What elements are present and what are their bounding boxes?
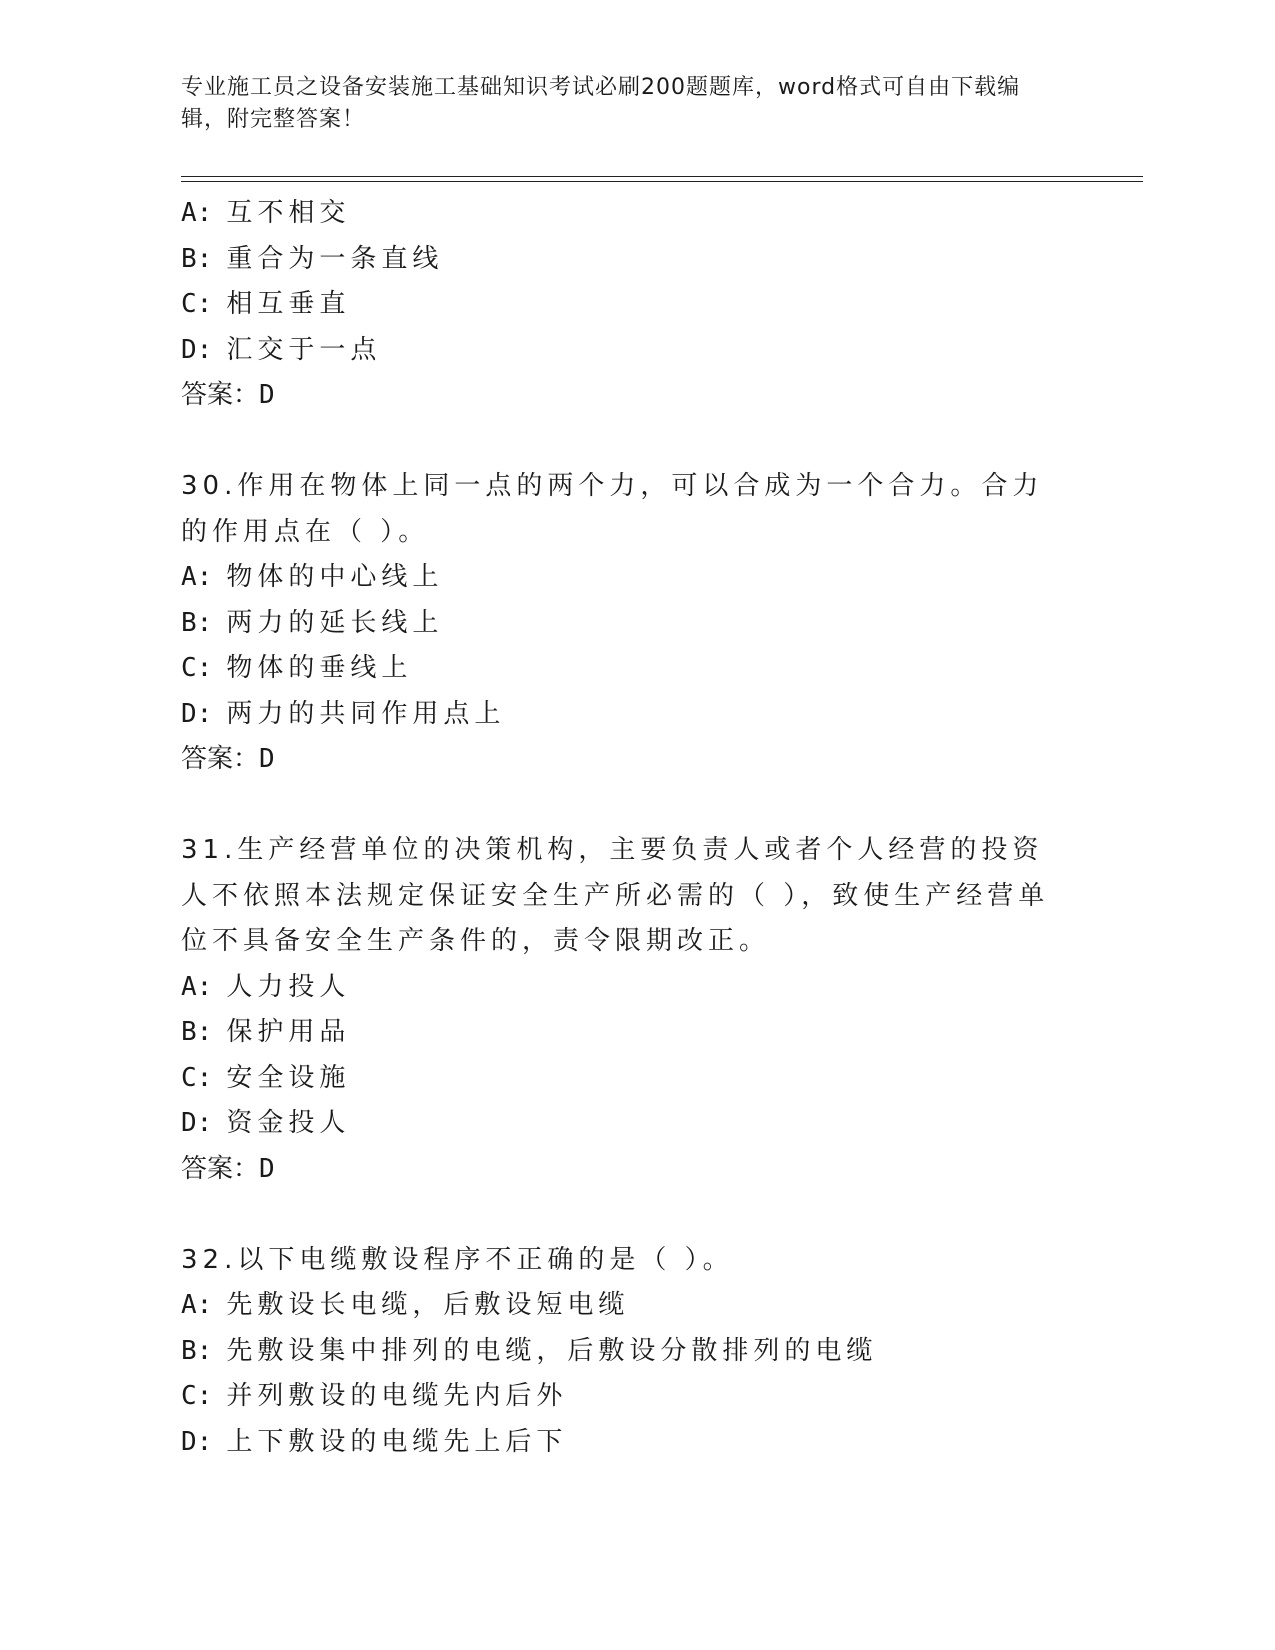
question-stem: 30.作用在物体上同一点的两个力，可以合成为一个合力。合力的作用点在（ ）。 (181, 471, 1044, 547)
option-text: 先敷设集中排列的电缆，后敷设分散排列的电缆 (226, 1335, 878, 1366)
option-b (181, 237, 1061, 283)
option-key: B: (181, 607, 213, 638)
option-a (181, 965, 1061, 1011)
option-key: A: (181, 971, 213, 1002)
answer-line (181, 737, 1061, 783)
spacer (181, 419, 1061, 465)
option-key: B: (181, 243, 213, 274)
option-text: 物体的中心线上 (226, 562, 444, 592)
option-d (181, 1420, 1061, 1466)
option-key: B: (181, 1335, 213, 1366)
header-rule-bottom (181, 181, 1143, 182)
option-text: 两力的延长线上 (226, 607, 444, 638)
option-text: 并列敷设的电缆先内后外 (226, 1381, 568, 1411)
option-a (181, 1283, 1061, 1329)
option-d (181, 692, 1061, 738)
option-b (181, 1329, 1061, 1375)
answer-label: 答案： (181, 1153, 260, 1184)
option-d (181, 328, 1061, 374)
question-stem: 32.以下电缆敷设程序不正确的是（ ）。 (181, 1244, 734, 1275)
option-key: C: (181, 1381, 213, 1411)
question-list (181, 191, 1061, 1465)
option-b (181, 1010, 1061, 1056)
answer-value: D (259, 744, 275, 774)
question-stem: 31.生产经营单位的决策机构，主要负责人或者个人经营的投资人不依照本法规定保证安全生产所必需的（ ），致使生产经营单位不具备安全生产条件的，责令限期改正。 (181, 835, 1050, 956)
option-text: 相互垂直 (226, 289, 351, 319)
option-key: A: (181, 562, 213, 592)
option-text: 汇交于一点 (226, 334, 382, 365)
option-text: 资金投人 (226, 1108, 351, 1138)
option-d (181, 1101, 1061, 1147)
question-block (181, 828, 1061, 1192)
answer-value: D (259, 380, 275, 410)
option-key: D: (181, 1108, 213, 1138)
option-key: B: (181, 1017, 213, 1047)
question-block (181, 191, 1061, 419)
answer-line (181, 1147, 1061, 1193)
option-text: 保护用品 (226, 1017, 351, 1047)
spacer (181, 783, 1061, 829)
option-a (181, 191, 1061, 237)
option-text: 先敷设长电缆，后敷设短电缆 (226, 1290, 630, 1320)
option-key: D: (181, 698, 213, 729)
option-key: C: (181, 289, 213, 319)
answer-label: 答案： (181, 744, 260, 774)
option-text: 安全设施 (226, 1062, 351, 1093)
page-header: 专业施工员之设备安装施工基础知识考试必刷200题题库，word格式可自由下载编辑，附完整答案！ (181, 75, 1021, 132)
option-key: C: (181, 653, 213, 683)
answer-value: D (259, 1153, 275, 1184)
answer-line (181, 373, 1061, 419)
header-rule-top (181, 176, 1143, 177)
option-key: D: (181, 1426, 213, 1457)
option-key: A: (181, 1290, 213, 1320)
question-block (181, 1238, 1061, 1466)
option-text: 人力投人 (226, 971, 351, 1002)
option-text: 物体的垂线上 (226, 653, 413, 683)
option-c (181, 282, 1061, 328)
spacer (181, 1192, 1061, 1238)
option-c (181, 646, 1061, 692)
option-text: 互不相交 (226, 198, 351, 228)
option-text: 上下敷设的电缆先上后下 (226, 1426, 568, 1457)
option-c (181, 1374, 1061, 1420)
option-text: 两力的共同作用点上 (226, 698, 506, 729)
option-b (181, 601, 1061, 647)
answer-label: 答案： (181, 380, 260, 410)
option-c (181, 1056, 1061, 1102)
option-key: C: (181, 1062, 213, 1093)
option-key: D: (181, 334, 213, 365)
question-block (181, 464, 1061, 783)
option-key: A: (181, 198, 213, 228)
option-a (181, 555, 1061, 601)
option-text: 重合为一条直线 (226, 243, 444, 274)
